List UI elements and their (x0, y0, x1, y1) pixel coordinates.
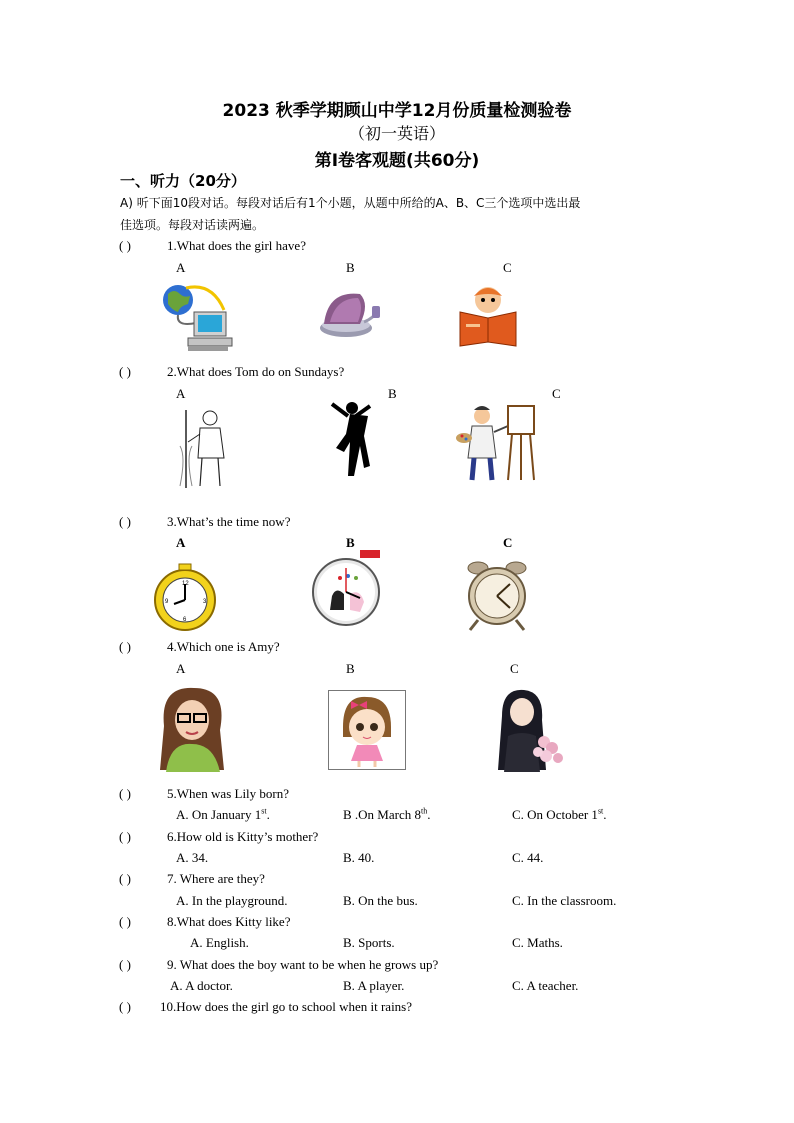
instruction-line-1: A) 听下面10段对话。每段对话后有1个小题，从题中所给的A、B、C三个选项中选出最 (120, 196, 581, 210)
question-10: 10.How does the girl go to school when it rains? (160, 999, 413, 1014)
answer-bracket[interactable]: ( ) (119, 786, 131, 801)
page-title: 2023 秋季学期顾山中学12月份质量检测验卷 (222, 101, 572, 121)
option-c[interactable]: C. On October 1st. (512, 806, 607, 822)
option-c[interactable]: C. A teacher. (512, 978, 579, 993)
option-a[interactable]: A. English. (190, 935, 249, 950)
option-a[interactable]: A. In the playground. (176, 893, 288, 908)
option-c[interactable]: C. 44. (512, 850, 544, 865)
answer-bracket[interactable]: ( ) (119, 957, 131, 972)
answer-bracket[interactable]: ( ) (119, 829, 131, 844)
answer-bracket[interactable]: ( ) (119, 639, 131, 654)
option-b[interactable]: B. On the bus. (343, 893, 418, 908)
question-7: 7. Where are they? (167, 871, 265, 886)
yellow-alarm-clock-icon (152, 562, 218, 632)
question-6: 6.How old is Kitty’s mother? (167, 829, 319, 844)
question-1: 1.What does the girl have? (167, 238, 306, 253)
option-c-label: C (552, 386, 561, 401)
option-b-label: B (346, 260, 355, 275)
question-9: 9. What does the boy want to be when he grows up? (167, 957, 439, 972)
svg-text:3: 3 (203, 599, 207, 605)
option-a[interactable]: A. On January 1st. (176, 806, 270, 822)
answer-bracket[interactable]: ( ) (119, 871, 131, 886)
option-b-label: B (388, 386, 397, 401)
part-heading: 第I卷客观题(共60分) (314, 151, 480, 171)
question-3: 3.What’s the time now? (167, 514, 291, 529)
option-b[interactable]: B. Sports. (343, 935, 395, 950)
wall-clock-icon (310, 550, 382, 628)
question-5: 5.When was Lily born? (167, 786, 290, 801)
svg-text:9: 9 (165, 599, 169, 605)
instruction-line-2: 佳选项。每段对话读两遍。 (120, 218, 265, 232)
answer-bracket[interactable]: ( ) (119, 914, 131, 929)
answer-bracket[interactable]: ( ) (119, 238, 131, 253)
subject-subtitle: （初一英语） (348, 124, 445, 143)
boy-reading-book-icon (458, 284, 518, 348)
option-b-label: B (346, 661, 355, 676)
answer-bracket[interactable]: ( ) (119, 999, 131, 1014)
cartoon-girl-icon (329, 691, 405, 769)
option-b[interactable]: B. A player. (343, 978, 405, 993)
girl-glasses-icon (152, 686, 230, 772)
option-c[interactable]: C. In the classroom. (512, 893, 617, 908)
option-c-label: C (503, 535, 513, 550)
option-c[interactable]: C. Maths. (512, 935, 563, 950)
option-b[interactable]: B. 40. (343, 850, 375, 865)
option-a-label: A (176, 386, 186, 401)
fishing-man-icon (172, 406, 232, 490)
dancer-silhouette-icon (328, 398, 372, 478)
option-a-label: A (176, 260, 186, 275)
svg-text:12: 12 (182, 581, 189, 587)
option-c-label: C (503, 260, 512, 275)
option-b[interactable]: B .On March 8th. (343, 806, 431, 822)
option-a-label: A (176, 661, 186, 676)
cd-player-icon (316, 288, 382, 340)
option-a[interactable]: A. A doctor. (170, 978, 233, 993)
answer-bracket[interactable]: ( ) (119, 364, 131, 379)
computer-globe-icon (158, 282, 234, 354)
painter-easel-icon (456, 402, 540, 482)
cartoon-girl-frame (328, 690, 406, 770)
question-2: 2.What does Tom do on Sundays? (167, 364, 345, 379)
long-hair-girl-icon (486, 686, 572, 772)
option-c-label: C (510, 661, 519, 676)
svg-text:6: 6 (183, 617, 187, 623)
option-a[interactable]: A. 34. (176, 850, 209, 865)
old-alarm-clock-icon (460, 560, 534, 632)
option-a-label: A (176, 535, 186, 550)
question-4: 4.Which one is Amy? (167, 639, 280, 654)
option-b-label: B (346, 535, 355, 550)
answer-bracket[interactable]: ( ) (119, 514, 131, 529)
question-8: 8.What does Kitty like? (167, 914, 291, 929)
section-heading: 一、听力（20分） (120, 172, 246, 190)
